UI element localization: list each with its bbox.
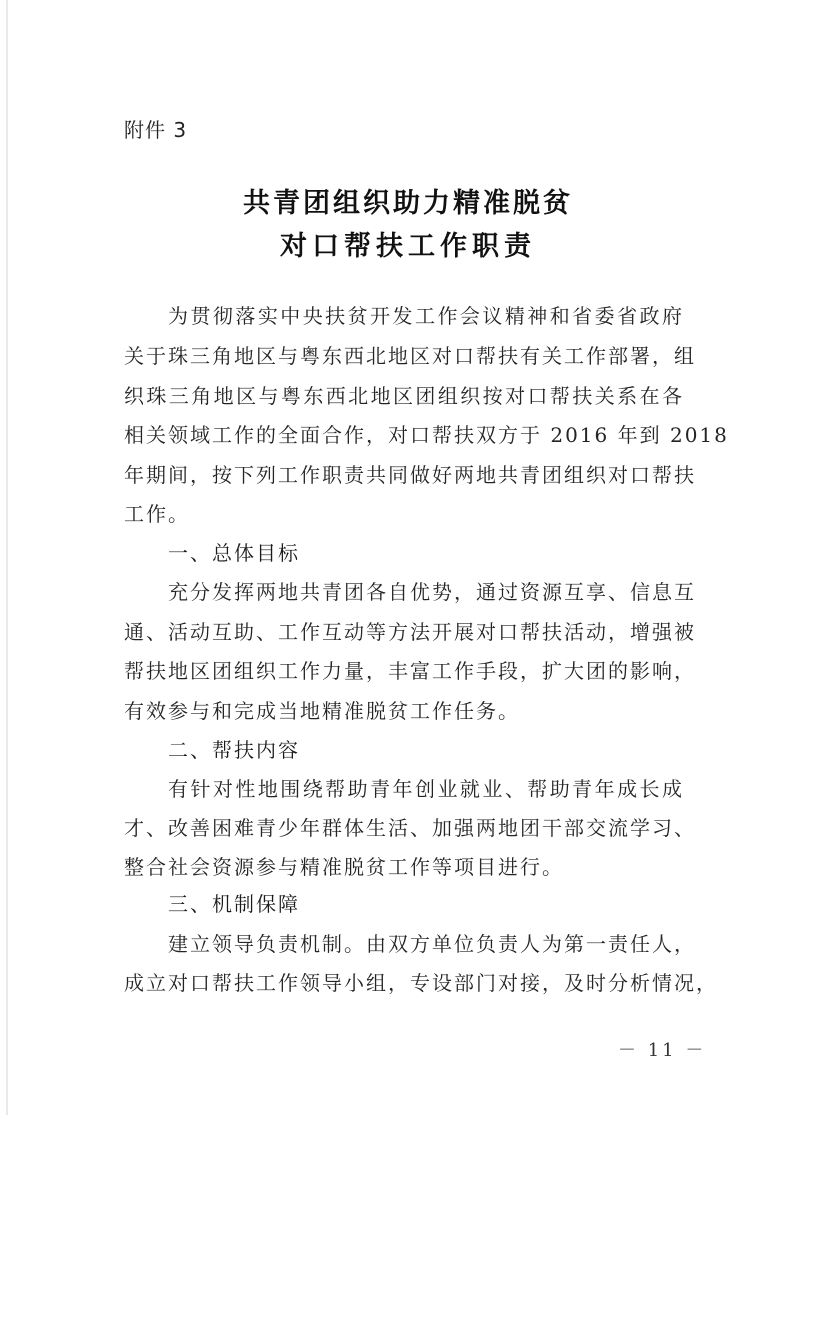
page-bottom-margin — [0, 1115, 816, 1335]
section-2-line-3: 整合社会资源参与精准脱贫工作等项目进行。 — [124, 855, 564, 879]
page-number: － 11 － — [618, 1040, 707, 1061]
scan-edge-shadow — [6, 0, 8, 1115]
document-title-line-1: 共青团组织助力精准脱贫 — [243, 188, 573, 219]
intro-line-6: 工作。 — [124, 502, 190, 526]
section-1-line-1: 充分发挥两地共青团各自优势，通过资源互享、信息互 — [168, 580, 696, 604]
document-title-line-2: 对口帮扶工作职责 — [280, 231, 536, 262]
intro-line-3: 织珠三角地区与粤东西北地区团组织按对口帮扶关系在各 — [124, 384, 684, 408]
attachment-label: 附件 3 — [124, 118, 188, 142]
section-1-line-2: 通、活动互助、工作互动等方法开展对口帮扶活动，增强被 — [124, 620, 696, 644]
intro-line-4: 相关领域工作的全面合作，对口帮扶双方于 2016 年到 2018 — [124, 423, 729, 447]
section-2-line-2: 才、改善困难青少年群体生活、加强两地团干部交流学习、 — [124, 816, 696, 840]
section-heading-assistance-content: 二、帮扶内容 — [168, 738, 300, 762]
section-3-line-1: 建立领导负责机制。由双方单位负责人为第一责任人， — [168, 932, 696, 956]
intro-line-2: 关于珠三角地区与粤东西北地区对口帮扶有关工作部署，组 — [124, 344, 696, 368]
section-3-line-2: 成立对口帮扶工作领导小组，专设部门对接，及时分析情况， — [124, 971, 718, 995]
section-2-line-1: 有针对性地围绕帮助青年创业就业、帮助青年成长成 — [168, 777, 684, 801]
intro-line-1: 为贯彻落实中央扶贫开发工作会议精神和省委省政府 — [168, 304, 684, 328]
section-1-line-3: 帮扶地区团组织工作力量，丰富工作手段，扩大团的影响， — [124, 659, 696, 683]
section-heading-overall-goal: 一、总体目标 — [168, 541, 300, 565]
section-heading-mechanism-guarantee: 三、机制保障 — [168, 892, 300, 916]
section-1-line-4: 有效参与和完成当地精准脱贫工作任务。 — [124, 699, 520, 723]
intro-line-5: 年期间，按下列工作职责共同做好两地共青团组织对口帮扶 — [124, 463, 696, 487]
